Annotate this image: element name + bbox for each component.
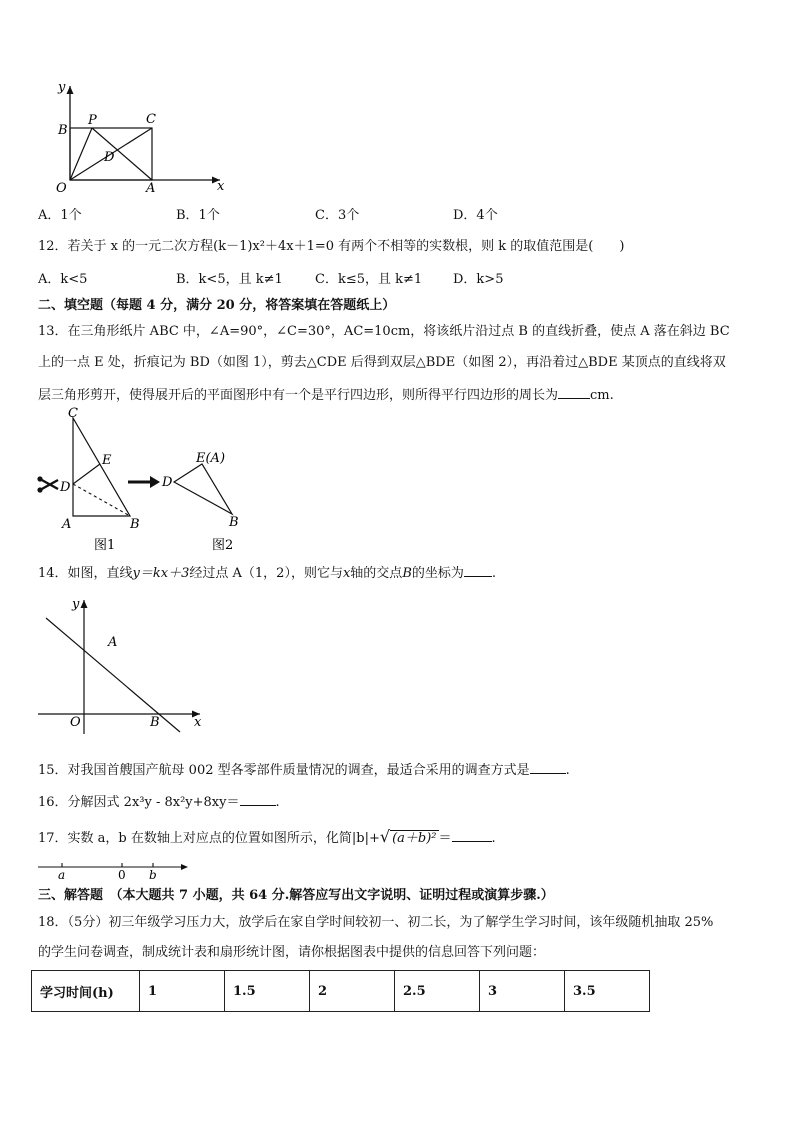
q14-text-3: 轴的交点	[350, 566, 403, 581]
q14-answer-blank	[464, 564, 492, 577]
table-header-cell: 学习时间(h)	[32, 971, 140, 1012]
fig11-label-D: D	[104, 150, 115, 165]
fig14-label-A: A	[108, 635, 118, 650]
fig13-label-EA: E(A)	[196, 451, 226, 466]
section-3-heading: 三、解答题 （本大题共 7 小题，共 64 分.解答应写出文字说明、证明过程或演算步骤.）	[38, 888, 554, 903]
q15-stem	[38, 761, 570, 779]
fig14-label-B: B	[150, 715, 160, 730]
q16-answer-blank	[240, 793, 276, 806]
q11-option-d: D．4个	[453, 208, 498, 223]
q12-stem: 12．若关于 x 的一元二次方程(k－1)x²＋4x＋1=0 有两个不相等的实数根，则 k 的取值范围是( )	[38, 239, 625, 254]
fig14-label-y: y	[72, 597, 80, 612]
q14-stem	[38, 564, 496, 582]
table-cell: 3.5	[565, 971, 650, 1012]
q13-answer-blank	[558, 386, 590, 399]
fig13-label-D2: D	[162, 475, 173, 490]
sqrt-symbol: √	[379, 827, 391, 846]
fig13-caption-2: 图2	[212, 538, 234, 553]
fig13-label-D: D	[60, 480, 71, 495]
table-cell: 1	[140, 971, 225, 1012]
q11-option-c: C．3个	[315, 208, 360, 223]
q11-option-a: A．1个	[38, 208, 82, 223]
figure-q11	[34, 80, 234, 200]
q14-text-1: 14．如图，直线	[38, 566, 133, 581]
numline-label-a: a	[58, 868, 66, 882]
q14-var-b: B	[402, 566, 412, 581]
q14-equation: y＝kx＋3	[132, 566, 190, 581]
q17-equals: ＝	[438, 831, 452, 846]
q14-text-4: 的坐标为	[411, 566, 464, 581]
fig14-label-x: x	[194, 715, 202, 730]
table-cell: 2	[310, 971, 395, 1012]
q17-text: 17．实数 a，b 在数轴上对应点的位置如图所示，化简|b|+	[38, 831, 380, 846]
q16-end: .	[275, 795, 280, 810]
study-time-table	[31, 970, 650, 1012]
q15-answer-blank	[530, 761, 566, 774]
fig11-label-P: P	[88, 113, 97, 128]
q12-option-a: A．k<5	[38, 272, 88, 287]
section-2-heading: 二、填空题（每题 4 分，满分 20 分，将答案填在答题纸上）	[38, 298, 396, 313]
fig13-label-A: A	[62, 517, 72, 532]
fig13-caption-1: 图1	[94, 538, 116, 553]
figure-q14	[34, 592, 214, 742]
table-cell: 2.5	[395, 971, 480, 1012]
figure-q13	[30, 404, 260, 554]
q16-stem	[38, 793, 280, 811]
fig11-label-x: x	[217, 179, 225, 194]
fig13-label-B: B	[130, 517, 140, 532]
q17-stem	[38, 827, 496, 849]
q15-text: 15．对我国首艘国产航母 002 型各零部件质量情况的调查，最适合采用的调查方式是	[38, 763, 530, 778]
fig11-label-B: B	[58, 123, 68, 138]
fig13-label-B2: B	[229, 515, 239, 530]
q13-line-3	[38, 386, 614, 404]
q12-option-c: C．k≤5，且 k≠1	[315, 272, 423, 287]
fig13-label-E: E	[102, 453, 112, 468]
q13-line-3-text: 层三角形剪开，使得展开后的平面图形中有一个是平行四边形，则所得平行四边形的周长为	[38, 388, 559, 403]
table-cell: 3	[480, 971, 565, 1012]
q13-unit: cm.	[590, 388, 614, 403]
q17-end: .	[491, 831, 496, 846]
fig14-label-O: O	[70, 715, 81, 730]
right-arrow-icon	[128, 476, 160, 488]
numline-label-b: b	[149, 868, 157, 882]
fig11-label-O: O	[56, 181, 67, 196]
q13-line-2: 上的一点 E 处，折痕记为 BD（如图 1），剪去△CDE 后得到双层△BDE（如图 2），再沿着过△BDE 某顶点的直线将双	[38, 355, 726, 370]
fig13-label-C: C	[68, 406, 78, 421]
q14-end: .	[491, 566, 497, 581]
q11-option-b: B．1个	[176, 208, 220, 223]
q18-line-2: 的学生问卷调查，制成统计表和扇形统计图，请你根据图表中提供的信息回答下列问题：	[38, 945, 546, 960]
fig11-label-y: y	[58, 80, 66, 95]
q17-radicand: (a＋b)²	[392, 831, 437, 846]
fig11-label-C: C	[146, 112, 156, 127]
scissors-icon	[37, 476, 58, 492]
q15-end: .	[565, 763, 570, 778]
q16-text: 16．分解因式 2x³y - 8x²y+8xy＝	[38, 795, 240, 810]
q13-line-1: 13．在三角形纸片 ABC 中，∠A=90°，∠C=30°，AC=10cm，将该纸片沿过点 B 的直线折叠，使点 A 落在斜边 BC	[38, 324, 730, 339]
number-line-q17	[36, 858, 196, 882]
fig11-label-A: A	[146, 181, 156, 196]
q14-text-2: 经过点 A（1，2），则它与	[189, 566, 343, 581]
numline-label-zero: 0	[118, 868, 126, 882]
table-row	[32, 971, 650, 1012]
table-cell: 1.5	[225, 971, 310, 1012]
q17-answer-blank	[452, 829, 492, 842]
q14-var-x: x	[342, 566, 351, 581]
q18-line-1: 18．（5分）初三年级学习压力大，放学后在家自学时间较初一、初二长，为了解学生学习时间，该年级随机抽取 25%	[38, 915, 714, 930]
q12-option-b: B．k<5，且 k≠1	[176, 272, 283, 287]
q12-option-d: D．k>5	[453, 272, 504, 287]
